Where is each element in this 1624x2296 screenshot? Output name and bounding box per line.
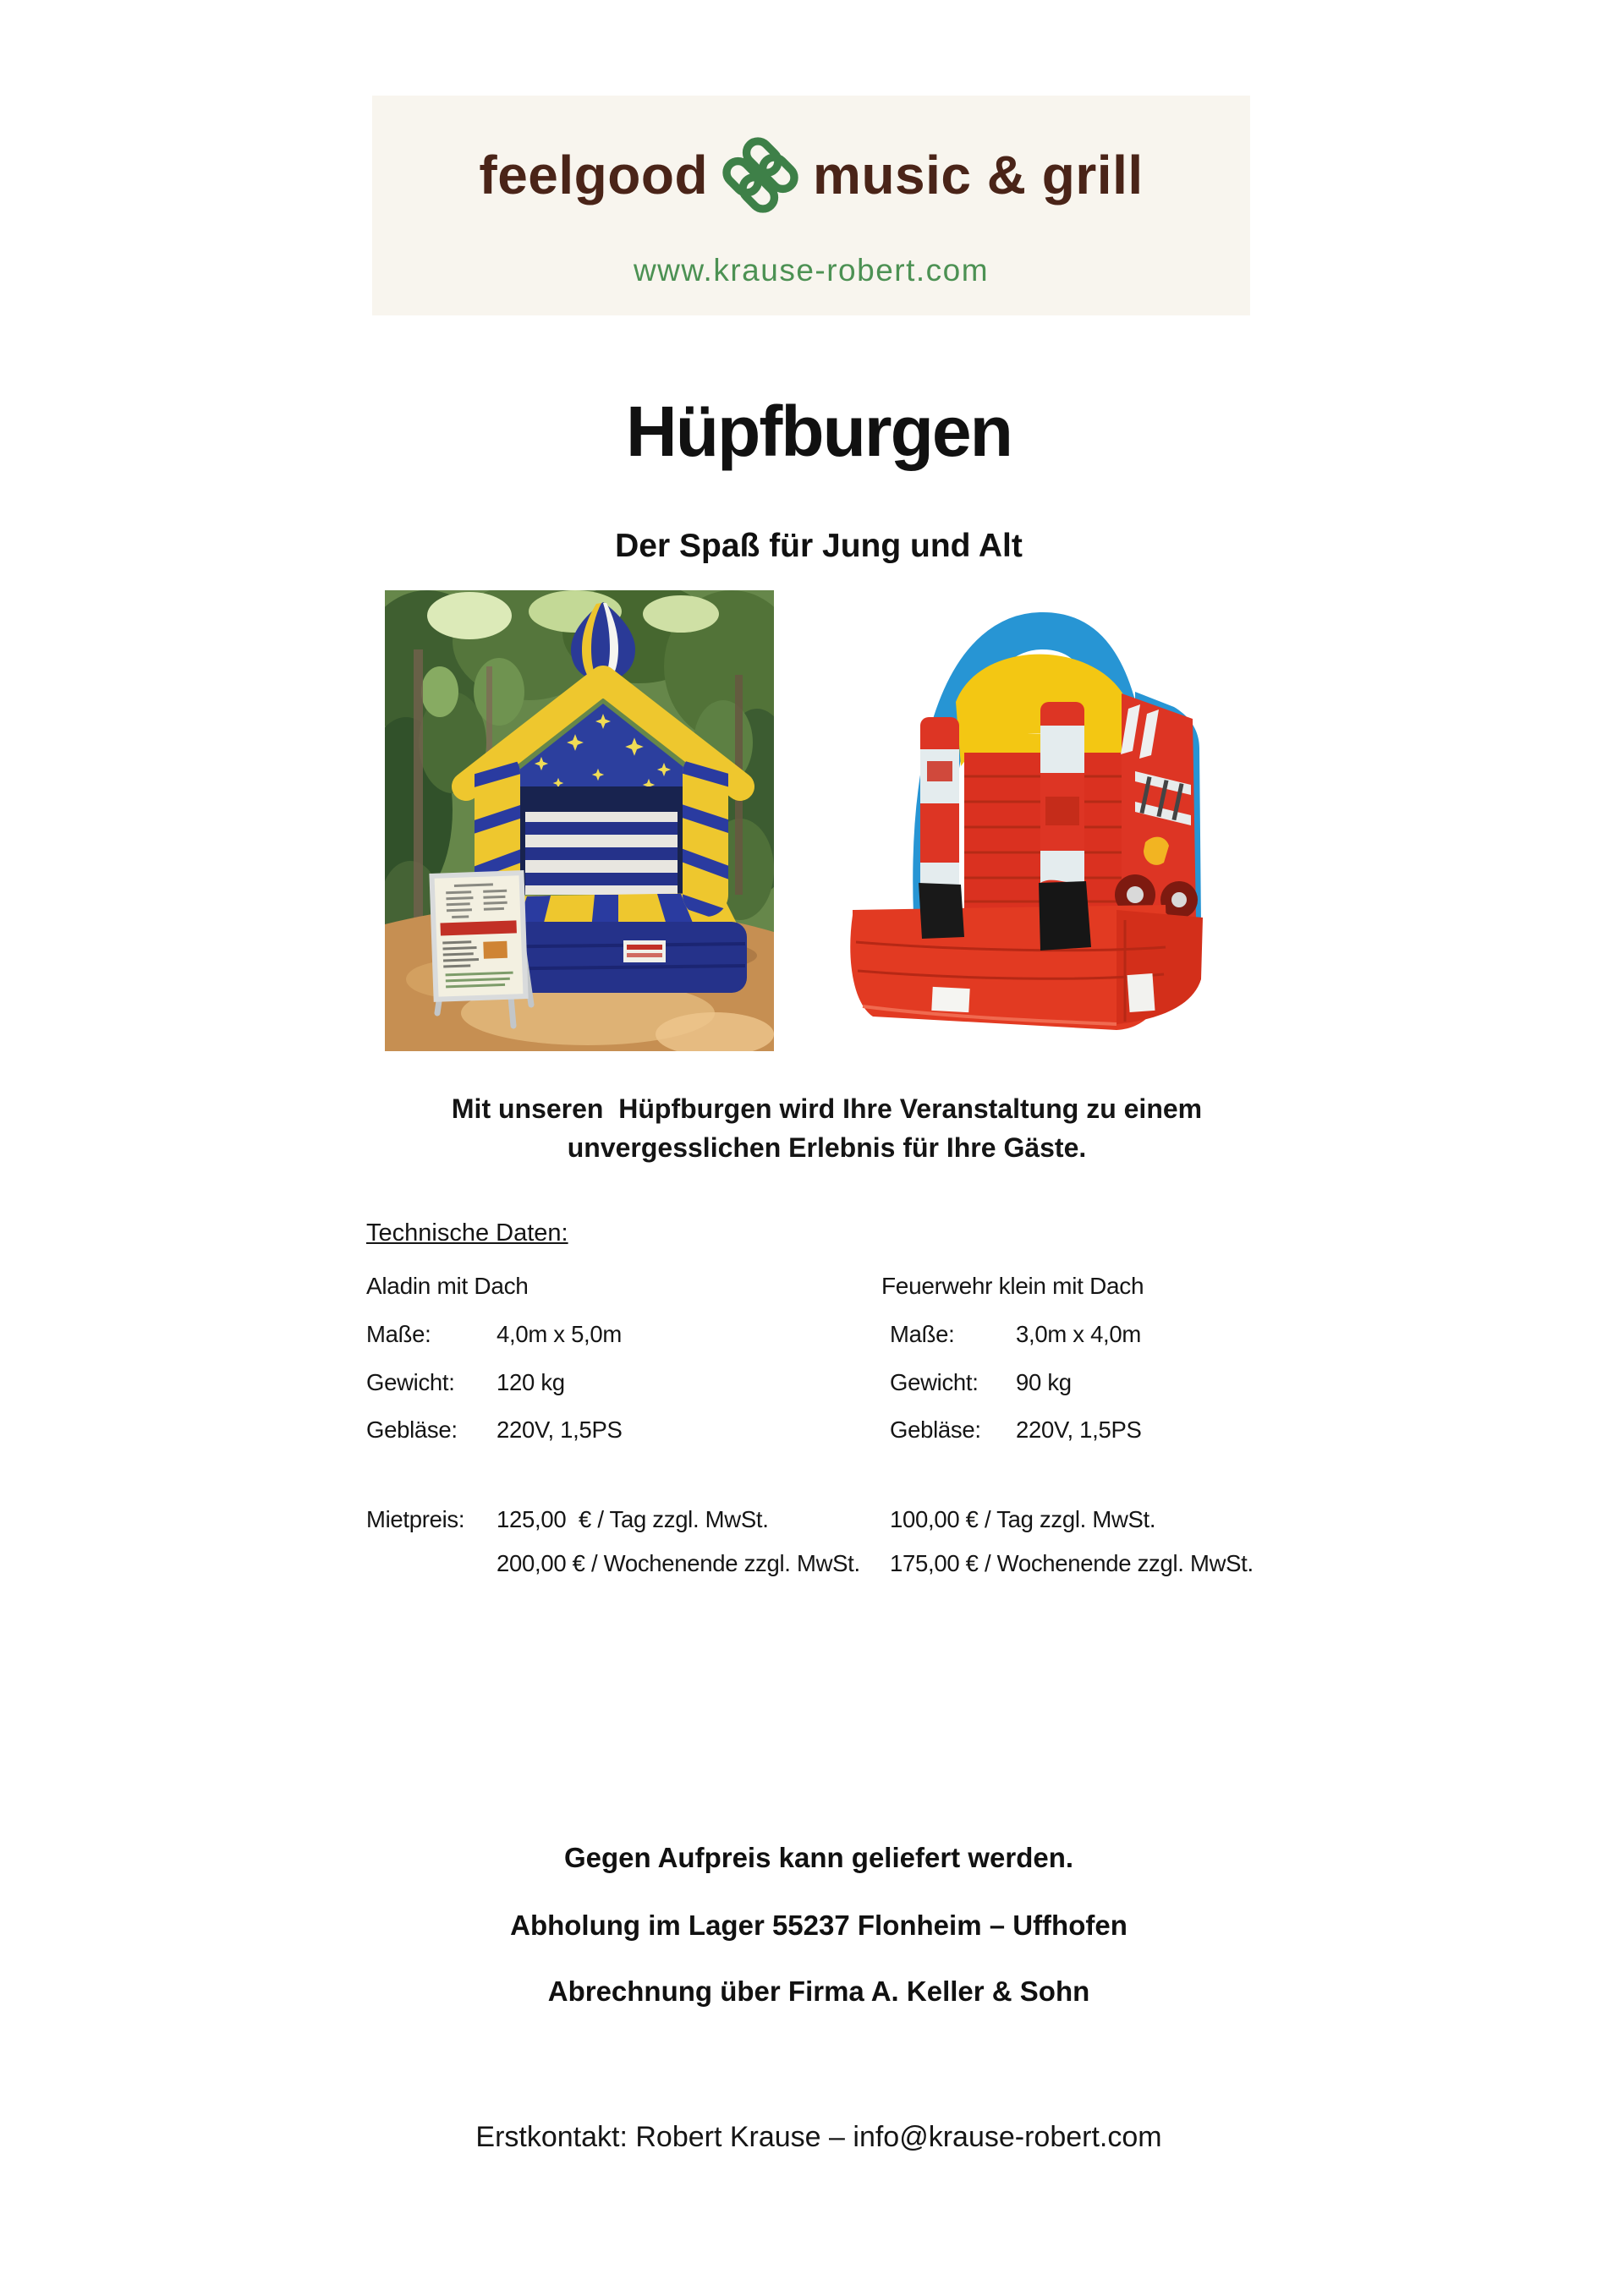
statement-line-1: Mit unseren Hüpfburgen wird Ihre Veranstaltung zu einem	[451, 1093, 1203, 1124]
statement-block	[372, 1089, 1281, 1167]
spec-label: Gewicht:	[366, 1369, 455, 1395]
contact-line: Erstkontakt: Robert Krause – info@krause-robert.com	[475, 2121, 1162, 2153]
spec-label: Gebläse:	[366, 1417, 458, 1443]
footer-line-delivery: Gegen Aufpreis kann geliefert werden.	[563, 1842, 1074, 1873]
brand-logo-row	[372, 131, 1250, 219]
spec-value: 4,0m x 5,0m	[497, 1321, 623, 1347]
price-day-feuerwehr: 100,00 € / Tag zzgl. MwSt.	[890, 1506, 1156, 1532]
spec-label: Maße:	[366, 1321, 431, 1347]
celtic-knot-icon	[716, 131, 804, 219]
price-weekend-feuerwehr: 175,00 € / Wochenende zzgl. MwSt.	[890, 1550, 1254, 1576]
spec-label: Maße:	[890, 1321, 955, 1347]
spec-value: 90 kg	[1016, 1369, 1072, 1395]
header-banner	[372, 96, 1250, 315]
product-name-aladin: Aladin mit Dach	[366, 1273, 529, 1299]
website-url: www.krause-robert.com	[633, 253, 990, 288]
spec-value: 220V, 1,5PS	[497, 1417, 623, 1443]
footer-line-pickup: Abholung im Lager 55237 Flonheim – Uffhofen	[510, 1910, 1127, 1941]
spec-label: Gebläse:	[890, 1417, 981, 1443]
statement-line-2: unvergesslichen Erlebnis für Ihre Gäste.	[567, 1132, 1087, 1163]
price-weekend-aladin: 200,00 € / Wochenende zzgl. MwSt.	[497, 1550, 860, 1576]
brand-text-music-grill: music & grill	[813, 144, 1144, 205]
feuerwehr-bouncy-castle-photo	[837, 584, 1260, 1057]
price-label: Mietpreis:	[366, 1506, 465, 1532]
spec-value: 3,0m x 4,0m	[1016, 1321, 1142, 1347]
spec-value: 120 kg	[497, 1369, 565, 1395]
page-title: Hüpfburgen	[626, 392, 1012, 471]
brand-text-feelgood: feelgood	[479, 144, 709, 205]
page-subtitle: Der Spaß für Jung und Alt	[615, 528, 1023, 564]
tech-data-heading: Technische Daten:	[366, 1219, 568, 1247]
aladin-bouncy-castle-photo	[385, 590, 774, 1051]
price-day-aladin: 125,00 € / Tag zzgl. MwSt.	[497, 1506, 769, 1532]
spec-value: 220V, 1,5PS	[1016, 1417, 1142, 1443]
product-name-feuerwehr: Feuerwehr klein mit Dach	[881, 1273, 1144, 1299]
footer-line-billing: Abrechnung über Firma A. Keller & Sohn	[547, 1975, 1090, 2007]
spec-label: Gewicht:	[890, 1369, 979, 1395]
